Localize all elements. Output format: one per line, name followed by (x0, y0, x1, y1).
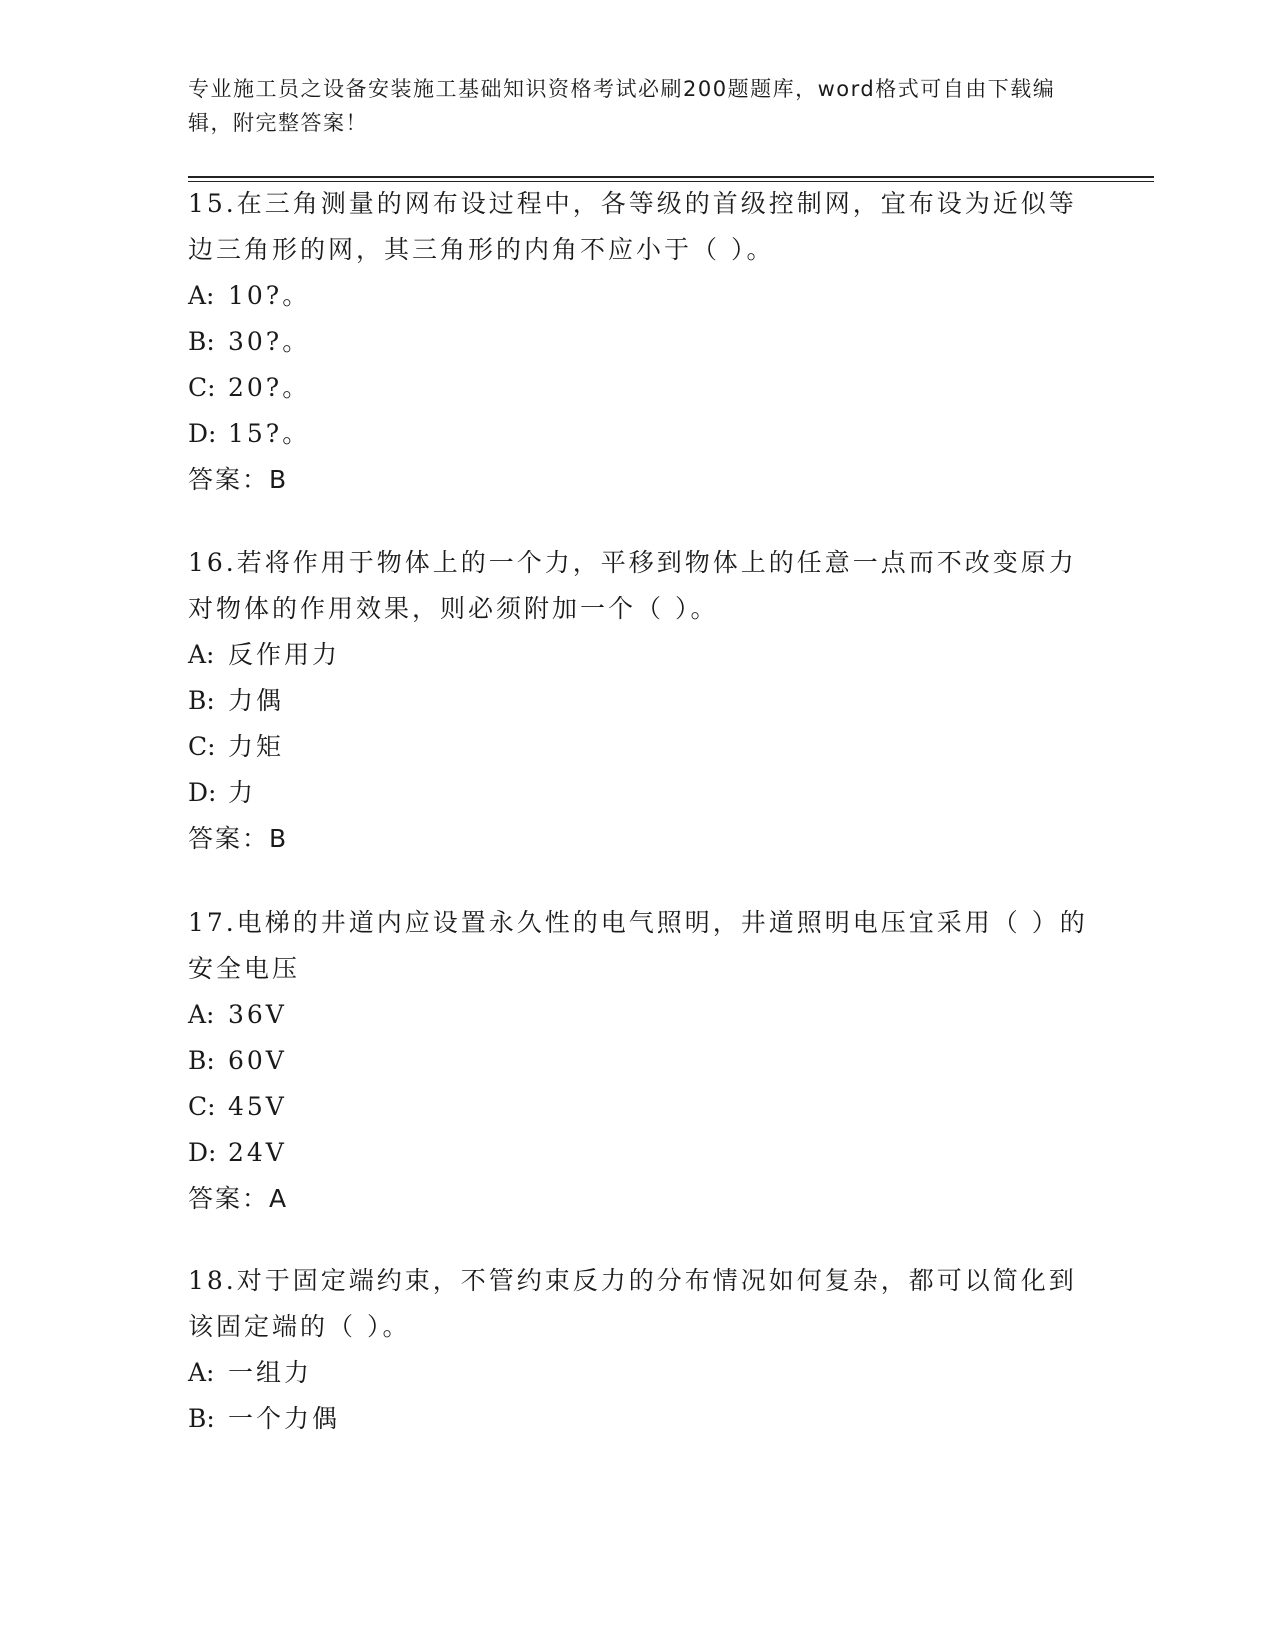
option-text: 24V (228, 1138, 287, 1167)
option-text: 反作用力 (228, 640, 341, 669)
option-letter: B: (188, 686, 215, 715)
option-text: 一个力偶 (228, 1404, 341, 1433)
answer-line: 答案：A (188, 1184, 289, 1213)
option-a (188, 632, 1088, 678)
question-stem: 18.对于固定端约束，不管约束反力的分布情况如何复杂，都可以简化到该固定端的（ ）。 (188, 1266, 1077, 1341)
question-stem: 16.若将作用于物体上的一个力，平移到物体上的任意一点而不改变原力对物体的作用效果，则必须附加一个（ ）。 (188, 548, 1077, 623)
option-c (188, 724, 1088, 770)
option-letter: B: (188, 1046, 215, 1075)
option-text: 30?。 (228, 327, 311, 356)
option-text: 45V (228, 1092, 287, 1121)
question-17 (188, 900, 1088, 1222)
answer-line: 答案：B (188, 824, 289, 853)
option-letter: A: (188, 1000, 215, 1029)
option-a (188, 273, 1088, 319)
option-letter: A: (188, 640, 215, 669)
option-text: 一组力 (228, 1358, 313, 1387)
question-stem: 15.在三角测量的网布设过程中，各等级的首级控制网，宜布设为近似等边三角形的网，其三角形的内角不应小于（ ）。 (188, 189, 1077, 264)
option-a (188, 1350, 1088, 1396)
option-letter: A: (188, 1358, 215, 1387)
question-18 (188, 1258, 1088, 1442)
option-letter: C: (188, 1092, 216, 1121)
option-c (188, 1084, 1088, 1130)
option-a (188, 992, 1088, 1038)
option-b (188, 319, 1088, 365)
option-text: 36V (228, 1000, 287, 1029)
document-header: 专业施工员之设备安装施工基础知识资格考试必刷200题题库，word格式可自由下载编辑，附完整答案！ (188, 77, 1056, 135)
option-letter: D: (188, 778, 217, 807)
question-15 (188, 181, 1088, 503)
option-d (188, 411, 1088, 457)
option-b (188, 1038, 1088, 1084)
answer-line: 答案：B (188, 465, 289, 494)
option-letter: C: (188, 732, 216, 761)
option-c (188, 365, 1088, 411)
option-letter: C: (188, 373, 216, 402)
header-divider (188, 176, 1154, 178)
option-text: 力偶 (228, 686, 285, 715)
option-text: 60V (228, 1046, 287, 1075)
option-b (188, 678, 1088, 724)
option-letter: B: (188, 1404, 215, 1433)
option-text: 15?。 (228, 419, 311, 448)
option-d (188, 1130, 1088, 1176)
question-stem: 17.电梯的井道内应设置永久性的电气照明，井道照明电压宜采用（ ）的安全电压 (188, 908, 1088, 983)
option-text: 10?。 (228, 281, 311, 310)
question-16 (188, 540, 1088, 862)
option-letter: D: (188, 1138, 217, 1167)
option-text: 20?。 (228, 373, 311, 402)
option-letter: A: (188, 281, 215, 310)
option-letter: B: (188, 327, 215, 356)
option-text: 力矩 (228, 732, 285, 761)
option-text: 力 (228, 778, 257, 807)
option-letter: D: (188, 419, 217, 448)
option-d (188, 770, 1088, 816)
option-b (188, 1396, 1088, 1442)
